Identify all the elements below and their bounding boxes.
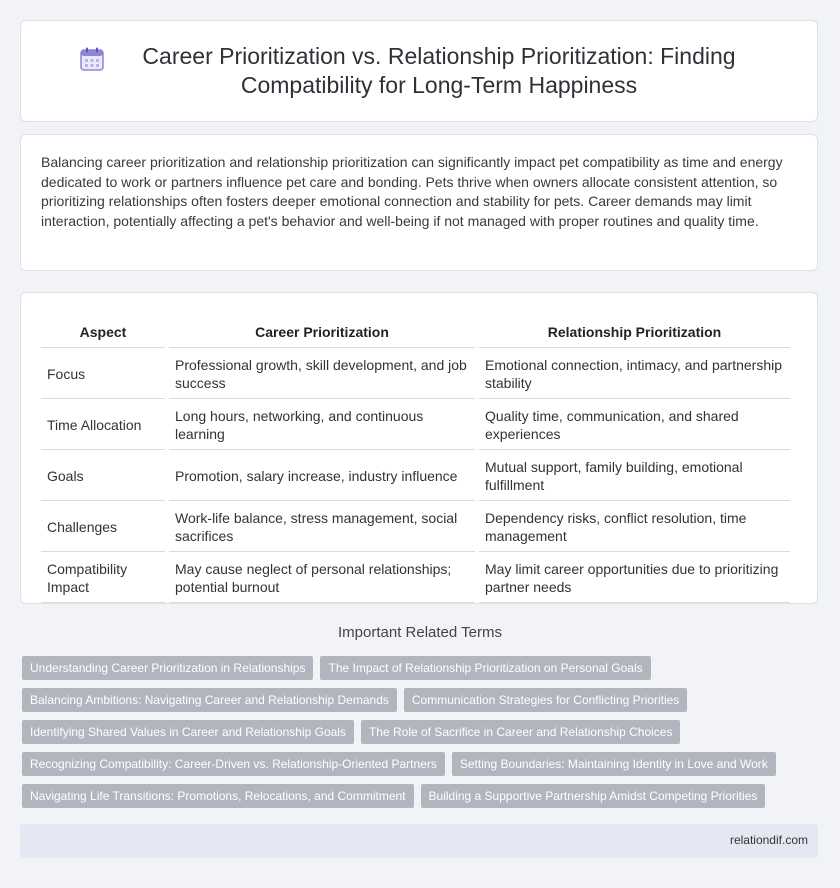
related-term-tag[interactable]: The Impact of Relationship Prioritization on Personal Goals <box>320 656 650 680</box>
table-row <box>41 348 790 399</box>
row-aspect: Compatibility Impact <box>41 552 165 603</box>
related-terms-list <box>22 656 822 816</box>
table-row <box>41 552 790 603</box>
related-term-tag[interactable]: Understanding Career Prioritization in Relationships <box>22 656 313 680</box>
row-career-value: Promotion, salary increase, industry influence <box>169 450 475 501</box>
row-relationship-value: May limit career opportunities due to prioritizing partner needs <box>479 552 790 603</box>
related-term-tag[interactable]: Communication Strategies for Conflicting Priorities <box>404 688 687 712</box>
related-term-tag[interactable]: The Role of Sacrifice in Career and Relationship Choices <box>361 720 681 744</box>
row-aspect: Goals <box>41 450 165 501</box>
table-row <box>41 450 790 501</box>
table-row <box>41 399 790 450</box>
header-aspect: Aspect <box>41 311 165 348</box>
related-term-tag[interactable]: Identifying Shared Values in Career and Relationship Goals <box>22 720 354 744</box>
related-term-tag[interactable]: Navigating Life Transitions: Promotions, Relocations, and Commitment <box>22 784 414 808</box>
table-header-row <box>41 311 790 348</box>
row-aspect: Focus <box>41 348 165 399</box>
row-relationship-value: Emotional connection, intimacy, and partnership stability <box>479 348 790 399</box>
row-aspect: Time Allocation <box>41 399 165 450</box>
related-terms-title: Important Related Terms <box>338 624 502 641</box>
footer <box>20 824 818 858</box>
calendar-icon <box>79 46 105 72</box>
header-career: Career Prioritization <box>169 311 475 348</box>
row-career-value: Long hours, networking, and continuous learning <box>169 399 475 450</box>
row-career-value: Professional growth, skill development, and job success <box>169 348 475 399</box>
footer-site-link[interactable]: relationdif.com <box>729 833 808 847</box>
row-aspect: Challenges <box>41 501 165 552</box>
intro-card <box>20 134 818 271</box>
header-relationship: Relationship Prioritization <box>479 311 790 348</box>
related-term-tag[interactable]: Building a Supportive Partnership Amidst Competing Priorities <box>421 784 766 808</box>
comparison-card <box>20 292 818 604</box>
intro-paragraph: Balancing career prioritization and relationship prioritization can significantly impact pet compatibility as time and energy dedicated to work or partners influence pet care and bonding. Pets thrive when owners allocate consistent attention, so prioritizing relationships often fosters deeper emotional connection and stability for pets. Career demands may limit interaction, potentially affecting a pet's behavior and well-being if not managed with proper routines and quality time. <box>41 154 783 229</box>
related-term-tag[interactable]: Balancing Ambitions: Navigating Career and Relationship Demands <box>22 688 397 712</box>
title-card <box>20 20 818 122</box>
row-relationship-value: Dependency risks, conflict resolution, time management <box>479 501 790 552</box>
related-term-tag[interactable]: Recognizing Compatibility: Career-Driven vs. Relationship-Oriented Partners <box>22 752 445 776</box>
comparison-table <box>37 311 794 603</box>
page-title: Career Prioritization vs. Relationship Prioritization: Finding Compatibility for Long-Term Happiness <box>142 43 736 98</box>
row-career-value: Work-life balance, stress management, social sacrifices <box>169 501 475 552</box>
table-row <box>41 501 790 552</box>
related-term-tag[interactable]: Setting Boundaries: Maintaining Identity in Love and Work <box>452 752 776 776</box>
row-relationship-value: Quality time, communication, and shared experiences <box>479 399 790 450</box>
row-relationship-value: Mutual support, family building, emotional fulfillment <box>479 450 790 501</box>
row-career-value: May cause neglect of personal relationships; potential burnout <box>169 552 475 603</box>
